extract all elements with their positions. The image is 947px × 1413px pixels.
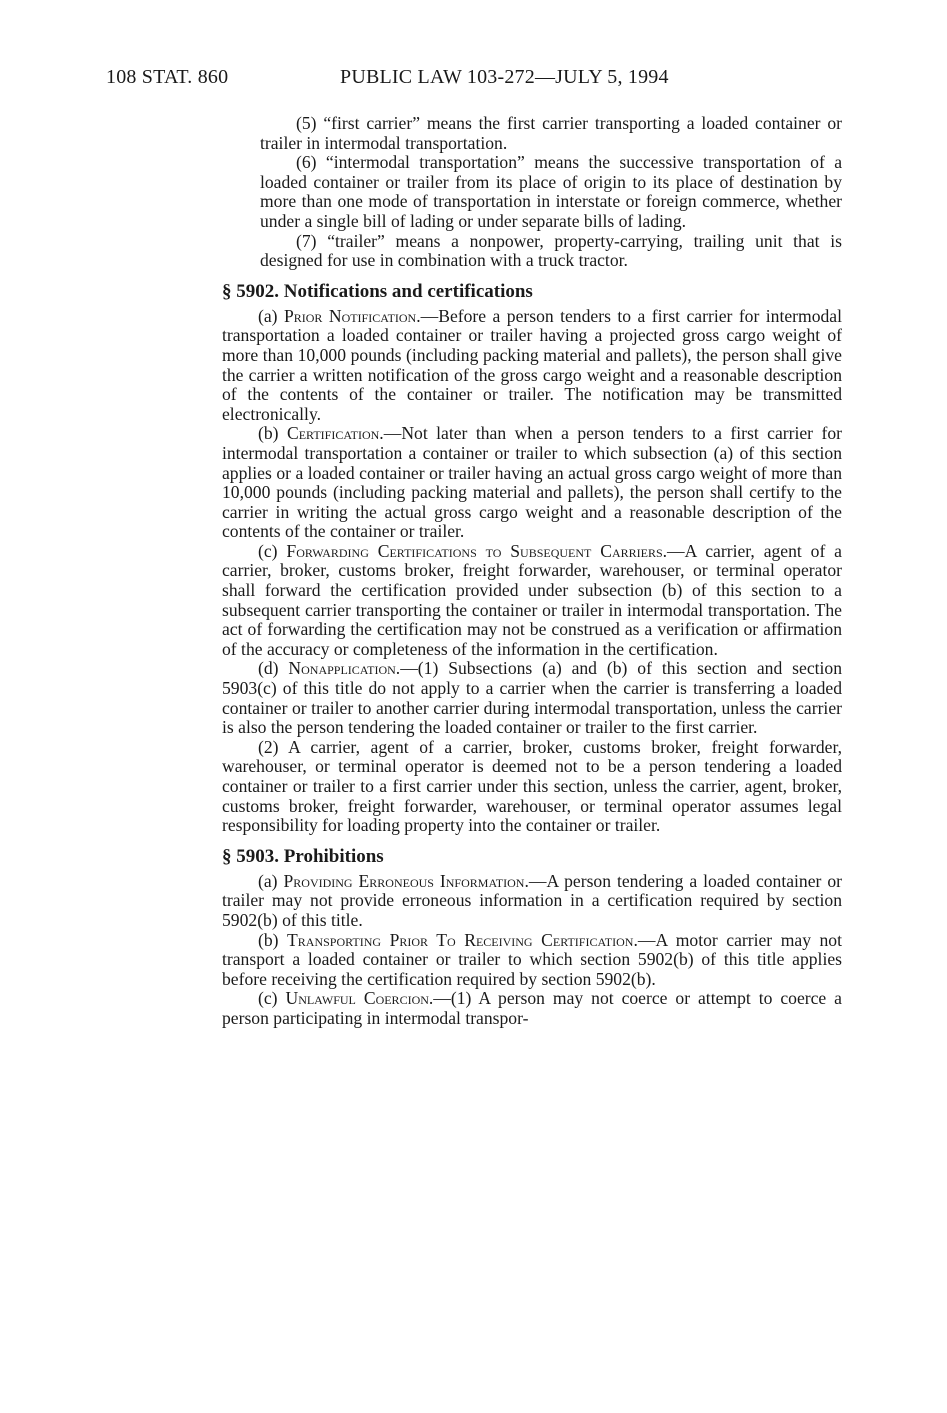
section-5902-heading: § 5902. Notifications and certifications [222,280,533,302]
subsection-5903-b: (b) Transporting Prior To Receiving Certification.—A motor carrier may not transport a loaded container or trailer to which section 5902(b) of this title applies before receiving the certification required by section 5902(b). [222,929,842,989]
definition-6: (6) “intermodal transportation” means the successive transportation of a loaded container or trailer from its place of origin to its place of destination by more than one mode of transportation in interstate or foreign commerce, whether under a single bill of lading or under separate bills of lading. [260,152,842,231]
stat-page-number: 108 STAT. 860 [106,66,229,88]
caption: Nonapplication. [288,658,401,679]
section-5903-heading: § 5903. Prohibitions [222,845,384,867]
caption: Forwarding Certifications to Subsequent Carriers. [286,540,668,561]
caption: Providing Erroneous Information. [283,870,529,891]
subsection-5902-b: (b) Certification.—Not later than when a person tenders to a first carrier for intermodal transportation a container or trailer to which subsection (a) of this section applies or a loaded container or trailer having an actual gross cargo weight of more than 10,000 pounds (including packing material and pallets), the person shall certify to the carrier in writing the actual gross cargo weight and a reasonable description of the contents of the container or trailer. [222,423,842,542]
subsection-5902-a: (a) Prior Notification.—Before a person tenders to a first carrier for intermodal transportation a loaded container or trailer having a projected gross cargo weight of more than 10,000 pounds (including packing material and pallets), the person shall give the carrier a written notification of the gross cargo weight and a reasonable description of the contents of the container or trailer. The notification may be transmitted electronically. [222,305,842,424]
page-body [222,114,842,1029]
caption: Prior Notification. [283,305,421,326]
definition-5: (5) “first carrier” means the first carrier transporting a loaded container or trailer in intermodal transportation. [260,113,842,153]
subsection-5902-d: (d) Nonapplication.—(1) Subsections (a) and (b) of this section and section 5903(c) of this title do not apply to a carrier when the carrier is transferring a loaded container or trailer to another carrier during intermodal transportation, unless the carrier is also the person tendering the loaded container or trailer to the first carrier. [222,658,842,738]
running-head: PUBLIC LAW 103-272—JULY 5, 1994 [340,66,669,88]
definition-7: (7) “trailer” means a nonpower, property-carrying, trailing unit that is designed for use in combination with a truck tractor. [260,230,842,271]
subsection-5902-c: (c) Forwarding Certifications to Subsequent Carriers.—A carrier, agent of a carrier, broker, customs broker, freight forwarder, warehouser, or terminal operator shall forward the certification provided under subsection (b) of this section to a subsequent carrier transporting the container or trailer in intermodal transportation. The act of forwarding the certification may not be construed as a verification or affirmation of the accuracy or completeness of the information in the certification. [222,540,842,659]
subsection-5903-a: (a) Providing Erroneous Information.—A person tendering a loaded container or trailer may not provide erroneous information in a certification required by section 5902(b) of this title. [222,870,842,930]
caption: Transporting Prior To Receiving Certification. [287,929,638,950]
subsection-5903-c: (c) Unlawful Coercion.—(1) A person may not coerce or attempt to coerce a person participating in intermodal transpor- [222,988,842,1028]
caption: Unlawful Coercion. [285,988,434,1009]
caption: Certification. [286,423,384,444]
subsection-5902-d-2: (2) A carrier, agent of a carrier, broker, customs broker, freight forwarder, warehouser, or terminal operator is deemed not to be a person tendering a loaded container or trailer to a first carrier under this section, unless the carrier, agent, broker, customs broker, freight forwarder, warehouser, or terminal operator assumes legal responsibility for loading property into the container or trailer. [222,736,842,836]
